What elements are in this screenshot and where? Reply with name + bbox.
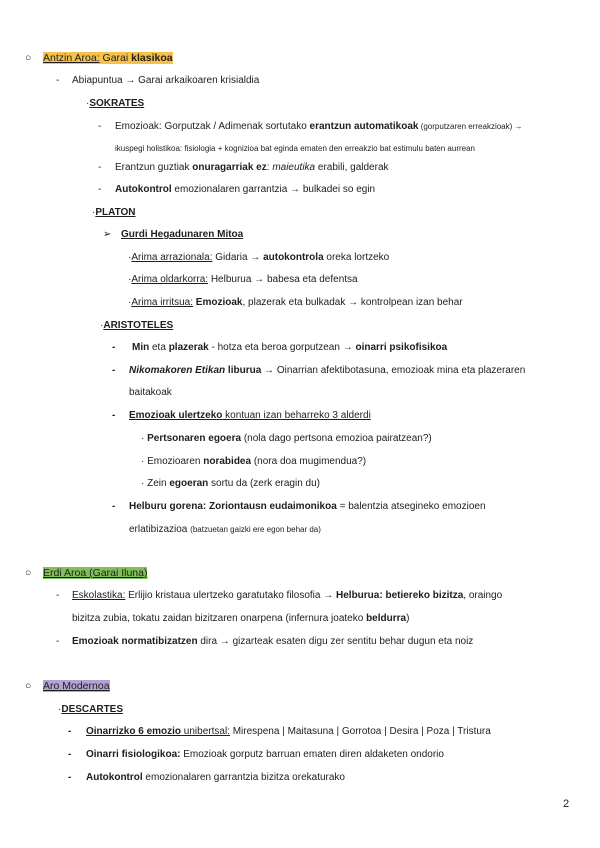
abiapuntua-line: Abiapuntua → Garai arkaikoaren krisialdia xyxy=(72,75,260,86)
dash-marker: - xyxy=(56,75,60,86)
dash-marker: - xyxy=(68,772,72,783)
aristoteles-item-1: Min eta plazerak - hotza eta beroa gorputzean → oinarri psikofisikoa xyxy=(132,342,448,353)
dash-marker: - xyxy=(112,365,116,376)
section-title-moderno: Aro Modernoa xyxy=(43,680,110,692)
descartes-item-3: Autokontrol emozionalaren garrantzia bizitza orekaturako xyxy=(86,772,345,783)
sokrates-item-2: Erantzun guztiak onuragarriak ez: maieutika erabili, galderak xyxy=(115,162,389,173)
dash-marker: - xyxy=(98,121,102,132)
bullet: ○ xyxy=(25,680,32,692)
dash-marker: - xyxy=(112,410,116,421)
platon-arima-1: ·Arima arrazionala: Gidaria → autokontrola oreka lortzeko xyxy=(128,252,390,263)
descartes-item-2: Oinarri fisiologikoa: Emozioak gorputz barruan ematen diren aldaketen ondorio xyxy=(86,749,444,760)
section-title-erdi: Erdi Aroa (Garai Iluna) xyxy=(43,567,148,579)
aristoteles-item-3: Emozioak ulertzeko kontuan izan beharreko 3 alderdi xyxy=(129,410,371,421)
subsection-sokrates: ·SOKRATES xyxy=(86,98,145,109)
erdi-item-2: Emozioak normatibizatzen dira → gizarteak esaten digu zer sentitu behar dugun eta noiz xyxy=(72,636,474,647)
subsection-descartes: ·DESCARTES xyxy=(58,704,124,715)
dash-marker: - xyxy=(68,726,72,737)
dash-marker: - xyxy=(56,636,60,647)
dash-marker: - xyxy=(56,590,60,601)
aristoteles-item-4: Helburu gorena: Zoriontausn eudaimonikoa = balentzia atsegineko emozioen xyxy=(129,501,486,512)
erdi-item-1: Eskolastika: Erlijio kristaua ulertzeko garatutako filosofia → Helburua: betiereko bizitza, oraingo xyxy=(72,590,503,601)
descartes-item-1: Oinarrizko 6 emozio unibertsal: Mirespena | Maitasuna | Gorrotoa | Desira | Poza | Tristura xyxy=(86,726,491,737)
alderdi-1: · Pertsonaren egoera (nola dago pertsona emozioa pairatzean?) xyxy=(141,433,432,444)
bullet: ○ xyxy=(25,52,32,64)
sokrates-item-3: Autokontrol emozionalaren garrantzia → bulkadei so egin xyxy=(115,184,376,195)
alderdi-2: · Emozioaren norabidea (nora doa mugimendua?) xyxy=(141,456,367,467)
platon-arima-3: ·Arima irritsua: Emozioak, plazerak eta bulkadak → kontrolpean izan behar xyxy=(128,297,463,308)
aristoteles-item-4-line2: erlatibizazioa (batzuetan gaizki ere egon behar da) xyxy=(129,524,321,535)
subsection-aristoteles: ·ARISTOTELES xyxy=(100,320,174,331)
aristoteles-item-2-line2: baitakoak xyxy=(129,387,172,398)
platon-mitoa: Gurdi Hegadunaren Mitoa xyxy=(121,229,244,240)
page-number: 2 xyxy=(563,798,570,810)
platon-arima-2: ·Arima oldarkorra: Helburua → babesa eta defentsa xyxy=(128,274,358,285)
arrow-bullet-icon: ➢ xyxy=(103,229,112,240)
erdi-item-1-line2: bizitza zubia, tokatu zaidan bizitzaren onarpena (infernura joateko beldurra) xyxy=(72,613,410,624)
dash-marker: - xyxy=(112,342,116,353)
dash-marker: - xyxy=(68,749,72,760)
dash-marker: - xyxy=(98,184,102,195)
sokrates-item-1: Emozioak: Gorputzak / Adimenak sortutako erantzun automatikoak (gorputzaren erreakzioak) → xyxy=(115,121,523,132)
bullet: ○ xyxy=(25,567,32,579)
sokrates-item-1-line2: ikuspegi holistikoa: fisiologia + kognizioa bat eginda ematen den erreakzio bat estimulu baten aurrean xyxy=(115,144,476,153)
dash-marker: - xyxy=(98,162,102,173)
section-title-antzin: Antzin Aroa: Garai klasikoa xyxy=(43,52,173,64)
aristoteles-item-2: Nikomakoren Etikan liburua → Oinarrian afektibotasuna, emozioak mina eta plazeraren xyxy=(129,365,526,376)
alderdi-3: · Zein egoeran sortu da (zerk eragin du) xyxy=(141,478,320,489)
dash-marker: - xyxy=(112,501,116,512)
subsection-platon: ·PLATON xyxy=(92,207,136,218)
